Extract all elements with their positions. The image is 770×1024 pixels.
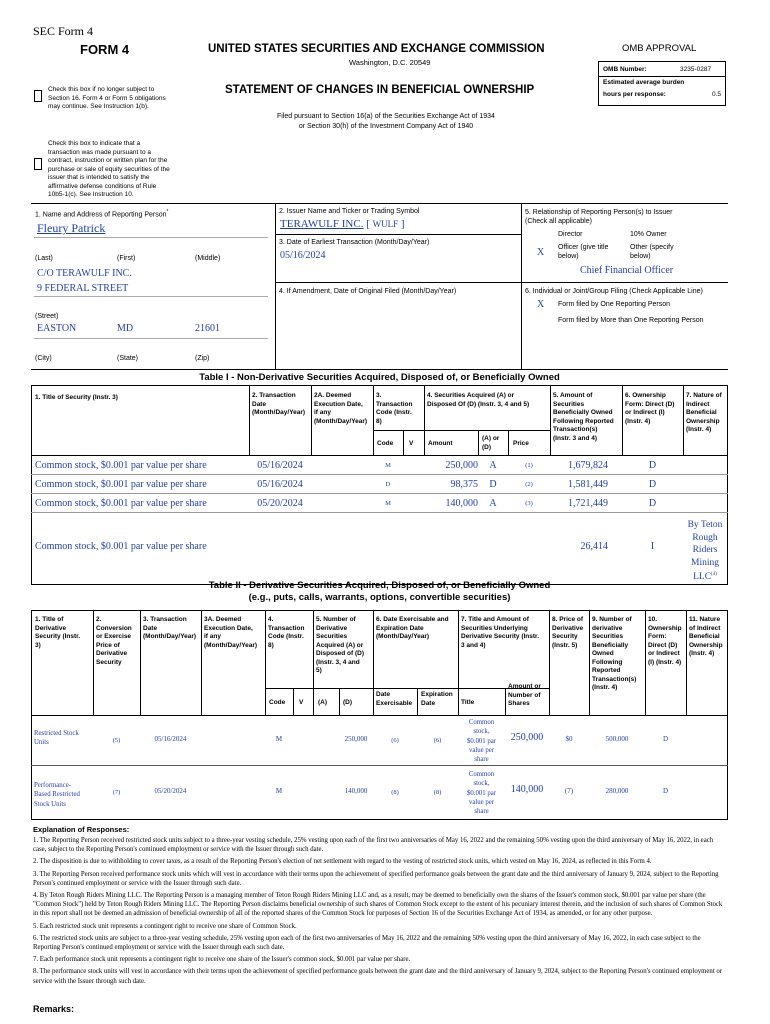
- form-title: FORM 4: [80, 42, 130, 57]
- explanation-note: 5. Each restricted stock unit represents a contingent right to receive one share of Common Stock.: [33, 922, 297, 930]
- t2-row2-underlying-title: [458, 770, 505, 816]
- t2-h2: 2. Conversion or Exercise Price of Derivative Security: [96, 616, 132, 666]
- omb-number-label: OMB Number:: [603, 66, 647, 73]
- t2-h7: 7. Title and Amount of Securities Underlying Derivative Security (Instr. 3 and 4): [461, 616, 540, 649]
- t2-row2-title-line: Stock Units: [34, 800, 66, 808]
- one-reporting-person-label: Form filed by One Reporting Person: [558, 301, 671, 308]
- officer-mark: X: [537, 247, 545, 258]
- t2-row2-date-exercisable: (8): [391, 789, 399, 796]
- t1-row1-form: D: [648, 460, 657, 471]
- t2-h11: 11. Nature of Indirect Beneficial Ownership (Instr. 4): [689, 616, 723, 657]
- t2-row2-disposed: 140,000: [344, 787, 368, 795]
- t2-row1-underlying-title-line: value per: [468, 746, 495, 754]
- rule-10b5-1-text: Check this box to indicate that a transaction was made pursuant to a contract, instruction or written plan for the purchase or sale of equity securities of the issuer that is intended to satisfy the affirmative defense conditions of Rule 10b5-1(c). See Instruction 10.: [48, 140, 170, 198]
- earliest-transaction-date: 05/16/2024: [280, 250, 326, 261]
- t2-row2-title: [34, 781, 92, 809]
- t1-sub-v: V: [409, 440, 414, 447]
- t2-row2-conversion: (7): [112, 789, 121, 796]
- t2-row1-title-line: Units: [34, 739, 49, 747]
- t1-row4-title: Common stock, $0.001 par value per share: [35, 541, 207, 552]
- t1-row3-date: 05/20/2024: [257, 498, 303, 509]
- t1-h1: 1. Title of Security (Instr. 3): [35, 394, 118, 401]
- sec-form-label: SEC Form 4: [33, 24, 94, 38]
- t2-row1-title-line: Restricted Stock: [34, 730, 79, 737]
- explanation-note: 2. The disposition is due to withholding to cover taxes, as a result of the Reporting Person's election of net settlement with regard to the vesting of restricted stock units, which vested on May 16, 2024, as reflected in this Form 4.: [33, 858, 652, 866]
- t2-row2-form: D: [662, 787, 669, 795]
- t2-row2-underlying-title-line: Common: [468, 771, 495, 778]
- t2-row1-disposed: 250,000: [344, 735, 368, 743]
- t2-row2-underlying-title-line: $0.001 par: [466, 789, 497, 797]
- t1-h6: 6. Ownership Form: Direct (D) or Indirect (I) (Instr. 4): [625, 392, 675, 425]
- t2-row1-conversion: (5): [112, 737, 121, 744]
- t1-h3: 3. Transaction Code (Instr. 8): [376, 392, 413, 425]
- t2-row1-underlying-title-line: stock,: [473, 728, 490, 736]
- box4-label: 4. If Amendment, Date of Original Filed (Month/Day/Year): [279, 288, 457, 295]
- t2-h9: 9. Number of derivative Securities Beneficially Owned Following Reported Transaction(s) (Instr. 4): [592, 616, 637, 691]
- t2-row2-underlying-title-line: share: [474, 808, 489, 816]
- t1-row2-date: 05/16/2024: [257, 479, 303, 490]
- t2-sub-d: (D): [343, 699, 353, 706]
- t2-row2-underlying-amount: 140,000: [510, 784, 544, 795]
- commission-title: UNITED STATES SECURITIES AND EXCHANGE COMMISSION: [208, 43, 545, 55]
- t2-row2-expiration-date: (8): [433, 789, 442, 796]
- t1-row1-owned: 1,679,824: [568, 460, 608, 471]
- explanation-note: 3. The Reporting Person received performance stock units which will vest in accordance with their terms upon the achievement of specified performance goals between the grant date and the third anniversary of January 9, 2024, subject to the Reporting Person's continued employment or service with the Issuer through such date.: [33, 870, 719, 887]
- t2-row2-date: 05/20/2024: [154, 787, 187, 795]
- t2-row2-owned: 280,000: [605, 787, 629, 795]
- t2-row1-form: D: [662, 735, 669, 743]
- filed-pursuant: Filed pursuant to Section 16(a) of the Securities Exchange Act of 1934 or Section 30(h) of the Investment Company Act of 1940: [277, 113, 495, 130]
- t2-sub-code: Code: [269, 699, 286, 706]
- t2-row1-expiration-date: (6): [433, 737, 442, 744]
- first-label: (First): [117, 255, 136, 262]
- t2-h6: 6. Date Exercisable and Expiration Date (Month/Day/Year): [376, 616, 449, 640]
- t2-sub-expiration: Expiration Date: [421, 691, 453, 707]
- t1-h2a: 2A. Deemed Execution Date, if any (Month/Day/Year): [314, 392, 368, 425]
- state-label: (State): [117, 355, 139, 362]
- t2-h10: 10. Ownership Form: Direct (D) or Indirect (I) (Instr. 4): [648, 616, 682, 666]
- t1-row2-code: D: [385, 481, 391, 488]
- address-line-1: C/O TERAWULF INC.: [37, 268, 132, 279]
- t1-row4-form: I: [650, 541, 655, 552]
- t1-row1-ad: A: [489, 460, 497, 471]
- t2-h4: 4. Transaction Code (Instr. 8): [268, 616, 305, 649]
- t2-row2-title-line: Performance-: [34, 782, 71, 789]
- t1-row4-owned: 26,414: [580, 541, 608, 552]
- t2-row1-underlying-amount: 250,000: [510, 732, 544, 743]
- omb-hours: 0.5: [712, 91, 722, 98]
- last-label: (Last): [35, 255, 53, 262]
- t1-row2-price: (2): [525, 481, 533, 488]
- issuer-name: TERAWULF INC. [ WULF ]: [280, 218, 405, 230]
- table2-title: Table II - Derivative Securities Acquired, Disposed of, or Beneficially Owned (e.g., puts, calls, warrants, options, convertible securities): [208, 580, 551, 603]
- t2-row2-price: (7): [564, 787, 574, 795]
- officer-label: Officer (give title below): [558, 244, 609, 260]
- other-label: Other (specify below): [630, 244, 674, 260]
- explanation-note: 6. The restricted stock units are subject to a three-year vesting schedule, 25% vesting upon each of the first two anniversaries of May 16, 2022 and the remaining 50% vesting upon the third anniversary of May 16, 2022, in each case subject to the Reporting Person's continued employment or service with the Issuer through each such date.: [33, 934, 701, 952]
- t1-row4-nature: By Teton Rough Riders Mining LLC$^{(4)}$: [687, 520, 723, 583]
- t1-h5: 5. Amount of Securities Beneficially Owned Following Reported Transaction(s) (Instr. 3 and 4): [553, 392, 614, 442]
- t1-row1-title: Common stock, $0.001 par value per share: [35, 460, 207, 471]
- t1-h7: 7. Nature of Indirect Beneficial Ownership (Instr. 4): [686, 392, 722, 433]
- t1-sub-price: Price: [513, 440, 529, 447]
- explanation-note: 7. Each performance stock unit represents a contingent right to receive one share of the Issuer's common stock, $0.001 par value per share.: [33, 956, 411, 964]
- omb-hours-label: hours per response:: [603, 91, 666, 98]
- t1-row3-amount: 140,000: [445, 498, 478, 509]
- city-label: (City): [35, 355, 52, 362]
- t2-sub-date-exercisable: Date Exercisable: [376, 691, 413, 707]
- t2-row1-date-exercisable: (6): [391, 737, 399, 744]
- no-longer-subject-checkbox[interactable]: [34, 90, 42, 102]
- box2-label: 2. Issuer Name and Ticker or Trading Symbol: [279, 208, 420, 215]
- t1-row3-code: M: [385, 500, 391, 507]
- t1-row3-price: (3): [525, 500, 533, 507]
- city-value: EASTON: [37, 323, 77, 334]
- t1-sub-code: Code: [377, 440, 394, 447]
- t2-row1-price: $0: [565, 735, 573, 743]
- t2-row2-underlying-title-line: value per: [468, 798, 495, 806]
- t2-sub-amount: Amount or Number of Shares: [508, 683, 541, 707]
- t1-row1-amount: 250,000: [445, 460, 478, 471]
- t1-sub-amount: Amount: [428, 440, 453, 447]
- explanation-note: 4. By Teton Rough Riders Mining LLC. The Reporting Person is a managing member of Teton Rough Riders Mining LLC and, as a result, may be deemed to beneficially own the shares of the Issuer's common stock, $0.001 par value per share (the "Common Stock") held by Teton Rough Riders Mining LLC. The Reporting Person disclaims beneficial ownership of such shares of Common Stock except to the extent of his pecuniary interest therein, and the inclusion of such shares of Common Stock in this report shall not be deemed an admission of beneficial ownership of all of the reported shares of the Common Stock for purposes of Section 16 of the Securities Exchange Act of 1934, as amended, or for any other purpose.: [33, 892, 723, 918]
- state-value: MD: [117, 323, 134, 334]
- omb-burden-label: Estimated average burden: [603, 79, 685, 86]
- commission-city: Washington, D.C. 20549: [349, 58, 431, 67]
- t2-row1-underlying-title-line: share: [474, 756, 489, 764]
- t1-row3-title: Common stock, $0.001 par value per share: [35, 498, 207, 509]
- explanation-title: Explanation of Responses:: [33, 825, 130, 834]
- t2-row2-underlying-title-line: stock,: [473, 780, 490, 788]
- t2-row1-title: [34, 729, 92, 748]
- t1-row2-ad: D: [489, 479, 497, 490]
- t2-sub-v: V: [299, 699, 304, 706]
- explanation-note: 1. The Reporting Person received restricted stock units subject to a three-year vesting schedule, 25% vesting upon each of the first two anniversaries of May 16, 2022 and the remaining 50% vesting upon the third anniversary of May 16, 2022, in each case, subject to the Reporting Person's continued employment or service with the Issuer through such date.: [33, 837, 714, 854]
- box5-label: 5. Relationship of Reporting Person(s) to Issuer (Check all applicable): [525, 209, 673, 225]
- t1-row2-amount: 98,375: [450, 479, 478, 490]
- t2-sub-a: (A): [318, 699, 328, 706]
- t2-row1-owned: 500,000: [605, 735, 629, 743]
- t2-h3: 3. Transaction Date (Month/Day/Year): [143, 616, 197, 640]
- t2-h1: 1. Title of Derivative Security (Instr. 3): [35, 616, 81, 649]
- t2-h5: 5. Number of Derivative Securities Acquired (A) or Disposed of (D) (Instr. 3, 4 and 5): [316, 616, 365, 674]
- t2-row1-code: M: [275, 735, 283, 743]
- t1-row1-date: 05/16/2024: [257, 460, 303, 471]
- t2-row1-date: 05/16/2024: [154, 735, 187, 743]
- t2-sub-title: Title: [461, 699, 475, 706]
- t2-row1-underlying-title-line: Common: [468, 719, 495, 726]
- t1-h4: 4. Securities Acquired (A) or Disposed Of (D) (Instr. 3, 4 and 5): [427, 392, 530, 408]
- reporting-person-name: Fleury Patrick: [37, 221, 106, 235]
- t1-sub-ad: (A) or (D): [482, 435, 500, 451]
- zip-label: (Zip): [195, 355, 210, 362]
- t2-h8: 8. Price of Derivative Security (Instr. 5): [552, 616, 584, 649]
- omb-approval-title: OMB APPROVAL: [622, 43, 697, 54]
- omb-number: 3235-0287: [680, 66, 712, 73]
- zip-value: 21601: [195, 323, 220, 334]
- box3-label: 3. Date of Earliest Transaction (Month/Day/Year): [279, 239, 430, 246]
- t1-row2-form: D: [648, 479, 657, 490]
- rule-10b5-1-checkbox[interactable]: [34, 158, 42, 170]
- table1-title: Table I - Non-Derivative Securities Acquired, Disposed of, or Beneficially Owned: [199, 372, 560, 383]
- middle-label: (Middle): [195, 255, 221, 262]
- street-label: (Street): [35, 313, 59, 320]
- remarks-label: Remarks:: [33, 1004, 75, 1014]
- officer-title: Chief Financial Officer: [580, 265, 674, 276]
- director-label: Director: [558, 231, 583, 238]
- t1-row3-form: D: [648, 498, 657, 509]
- t2-row2-code: M: [275, 787, 283, 795]
- ten-percent-owner-label: 10% Owner: [630, 231, 667, 238]
- t1-row3-ad: A: [489, 498, 497, 509]
- t2-row1-underlying-title: [458, 718, 505, 764]
- t2-row2-title-line: Based Restricted: [34, 791, 80, 799]
- explanation-note: 8. The performance stock units will vest in accordance with their terms upon the achievement of specified performance goals between the grant date and the third anniversary of January 9, 2024, subject to the Reporting Person's continued employment or service with the Issuer through such date.: [33, 968, 723, 985]
- t1-row2-owned: 1,581,449: [568, 479, 608, 490]
- t1-row1-price: (1): [525, 462, 533, 469]
- no-longer-subject-text: Check this box if no longer subject to Section 16. Form 4 or Form 5 obligations may continue. See Instruction 1(b).: [48, 86, 166, 110]
- t1-row3-owned: 1,721,449: [568, 498, 608, 509]
- more-reporting-persons-label: Form filed by More than One Reporting Person: [558, 317, 704, 324]
- t2-row1-underlying-title-line: $0.001 par: [466, 737, 497, 745]
- t1-row1-code: M: [385, 462, 391, 469]
- filing-mark: X: [537, 299, 545, 310]
- t1-row2-title: Common stock, $0.001 par value per share: [35, 479, 207, 490]
- t2-h3a: 3A. Deemed Execution Date, if any (Month/Day/Year): [204, 616, 258, 649]
- box6-label: 6. Individual or Joint/Group Filing (Check Applicable Line): [525, 288, 703, 295]
- box1-label: 1. Name and Address of Reporting Person*: [35, 209, 169, 219]
- statement-title: STATEMENT OF CHANGES IN BENEFICIAL OWNERSHIP: [225, 84, 535, 96]
- t1-h2: 2. Transaction Date (Month/Day/Year): [252, 392, 306, 416]
- explanation-notes: [33, 836, 728, 989]
- address-line-2: 9 FEDERAL STREET: [37, 283, 129, 294]
